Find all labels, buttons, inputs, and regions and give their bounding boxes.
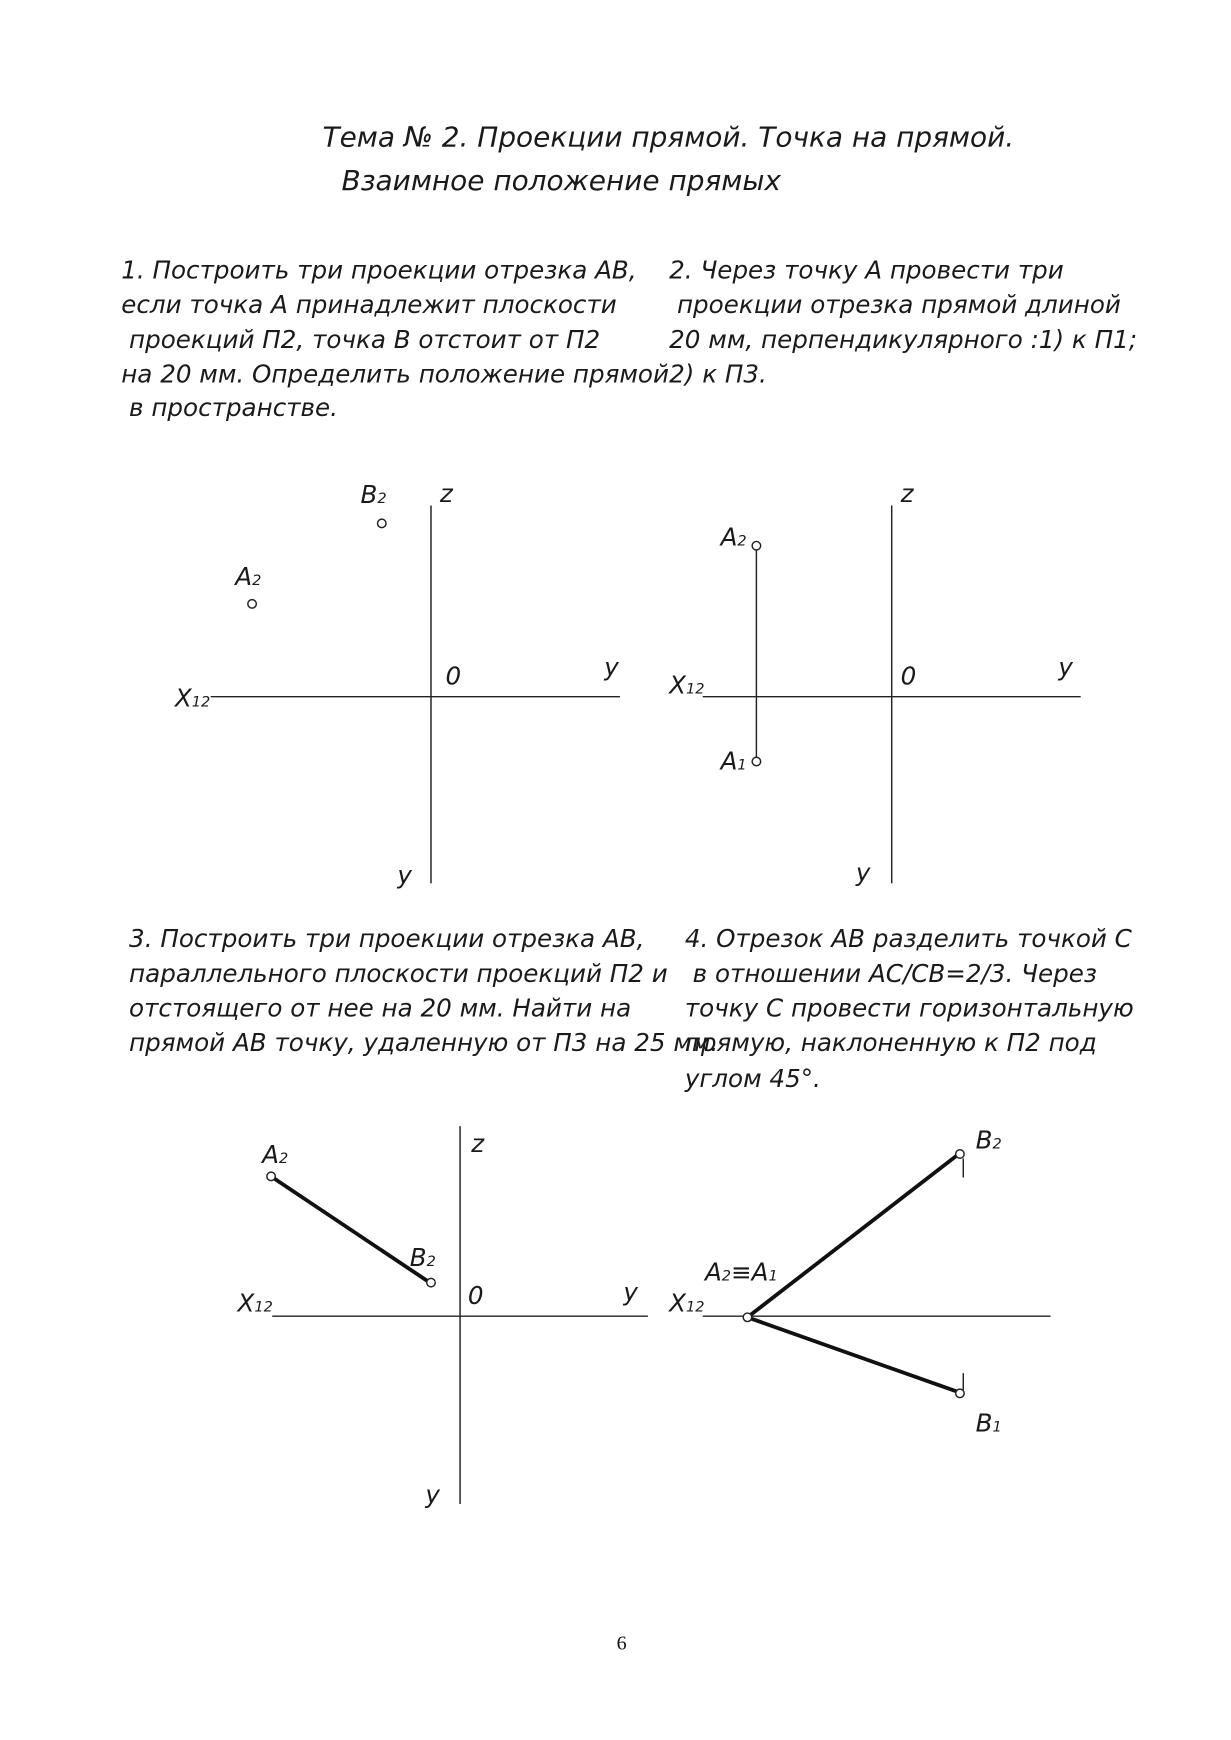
d1-label-origin: 0 bbox=[445, 661, 462, 691]
task-3-text bbox=[129, 924, 718, 1057]
task-1-line-3: проекций П2, точка В отстоит от П2 bbox=[121, 324, 601, 354]
d4-segment-a1-b1 bbox=[747, 1317, 958, 1392]
d2-point-a2 bbox=[752, 541, 760, 549]
page-number: 6 bbox=[616, 1632, 627, 1655]
d2-point-a1 bbox=[752, 757, 760, 765]
d2-label-x12: X12 bbox=[669, 670, 705, 700]
d3-label-origin: 0 bbox=[467, 1280, 484, 1310]
d2-label-origin: 0 bbox=[900, 661, 917, 691]
d3-label-a2: A2 bbox=[262, 1139, 289, 1169]
d3-label-y-down: y bbox=[425, 1479, 440, 1509]
task-3-line-4: прямой АВ точку, удаленную от П3 на 25 мм. bbox=[129, 1028, 719, 1058]
title-line-2: Взаимное положение прямых bbox=[341, 164, 781, 198]
d1-label-x12: X12 bbox=[174, 683, 211, 713]
d3-label-y-right: y bbox=[623, 1277, 638, 1307]
drawing-3 bbox=[236, 1126, 648, 1509]
task-1-line-5: в пространстве. bbox=[121, 392, 339, 422]
d3-label-x12: X12 bbox=[237, 1288, 273, 1318]
task-4-line-4: прямую, наклоненную к П2 под bbox=[684, 1028, 1097, 1058]
d2-label-y-right: y bbox=[1058, 652, 1073, 682]
task-3-line-3: отстоящего от нее на 20 мм. Найти на bbox=[129, 993, 632, 1023]
d4-segment-a2-b2 bbox=[747, 1154, 958, 1317]
d1-label-y-right: y bbox=[604, 652, 619, 682]
d3-label-b2: B2 bbox=[409, 1242, 436, 1272]
title-line-1: Тема № 2. Проекции прямой. Точка на прямой. bbox=[322, 120, 1015, 154]
d2-label-y-down: y bbox=[855, 858, 871, 888]
d4-point-b1 bbox=[956, 1389, 964, 1397]
d3-label-z: z bbox=[471, 1128, 485, 1158]
d2-label-a1: A1 bbox=[720, 746, 747, 776]
d1-point-b2 bbox=[378, 519, 386, 527]
task-2-line-1: 2. Через точку А провести три bbox=[669, 255, 1064, 285]
drawing-2 bbox=[667, 479, 1081, 887]
d2-label-z: z bbox=[900, 479, 914, 509]
task-1-line-4: на 20 мм. Определить положение прямой bbox=[121, 359, 669, 389]
d4-label-x12: X12 bbox=[669, 1288, 705, 1318]
task-1-line-1: 1. Построить три проекции отрезка АВ, bbox=[121, 255, 637, 285]
task-4-line-5: углом 45°. bbox=[684, 1063, 821, 1093]
d1-label-a2: A2 bbox=[235, 561, 262, 591]
d1-label-z: z bbox=[439, 479, 453, 509]
drawing-1 bbox=[173, 479, 620, 889]
d1-point-a2 bbox=[248, 600, 256, 608]
d3-point-a2 bbox=[267, 1172, 275, 1180]
d3-point-b2 bbox=[427, 1278, 435, 1286]
task-2-text bbox=[669, 255, 1137, 388]
task-4-line-1: 4. Отрезок АВ разделить точкой С bbox=[684, 924, 1132, 954]
d4-point-a bbox=[743, 1313, 751, 1321]
task-2-line-3: 20 мм, перпендикулярного :1) к П1; bbox=[669, 324, 1138, 354]
task-4-line-2: в отношении АС/СВ=2/3. Через bbox=[684, 958, 1097, 988]
d4-label-b1: B1 bbox=[975, 1408, 1002, 1438]
d1-label-b2: B2 bbox=[360, 480, 387, 510]
d4-label-b2: B2 bbox=[975, 1125, 1002, 1155]
task-2-line-4: 2) к П3. bbox=[669, 359, 767, 389]
task-1-text bbox=[121, 255, 669, 422]
task-1-line-2: если точка А принадлежит плоскости bbox=[121, 290, 617, 320]
drawing-4 bbox=[667, 1125, 1050, 1437]
d3-segment-a2-b2 bbox=[271, 1176, 430, 1282]
page-title bbox=[323, 120, 1015, 197]
task-4-text bbox=[684, 924, 1134, 1093]
task-3-line-2: параллельного плоскости проекций П2 и bbox=[129, 958, 668, 988]
task-2-line-2: проекции отрезка прямой длиной bbox=[669, 290, 1121, 320]
d2-label-a2: A2 bbox=[720, 522, 747, 552]
task-4-line-3: точку С провести горизонтальную bbox=[684, 993, 1134, 1023]
task-3-line-1: 3. Построить три проекции отрезка АВ, bbox=[129, 924, 645, 954]
d1-label-y-down: y bbox=[397, 860, 413, 890]
d4-label-a2-a1: A2≡A1 bbox=[704, 1257, 778, 1287]
d4-point-b2 bbox=[956, 1150, 964, 1158]
